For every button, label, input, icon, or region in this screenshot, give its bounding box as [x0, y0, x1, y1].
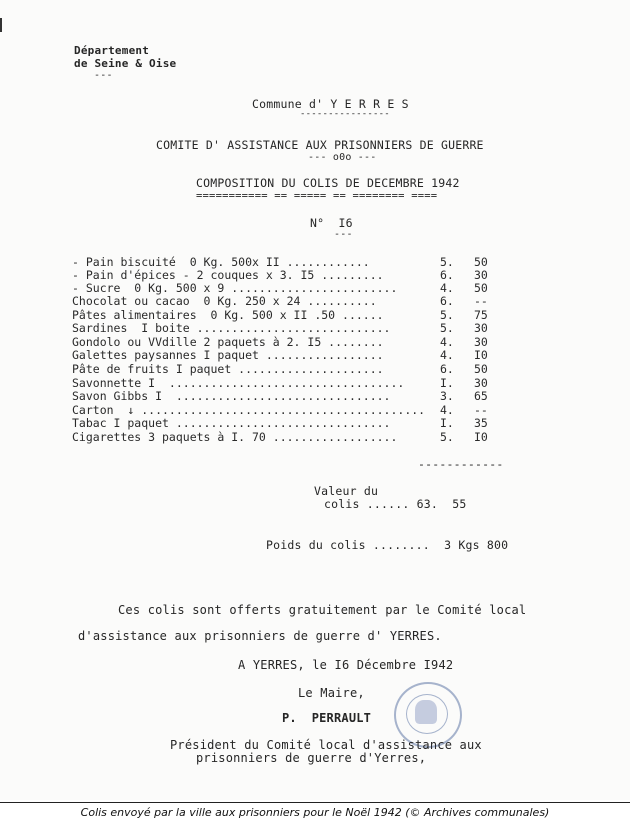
valeur-label: Valeur du	[314, 484, 379, 498]
total-rule: ------------	[418, 457, 504, 471]
departement-dash: ---	[94, 70, 113, 81]
footer-line2: d'assistance aux prisonniers de guerre d' YERRES.	[78, 629, 442, 643]
departement-line2: de Seine & Oise	[74, 57, 177, 70]
list-item: Savonnette I .................................. I. 30	[72, 376, 488, 390]
valeur-value: colis ...... 63. 55	[324, 497, 467, 511]
commune-underline: ----------------	[300, 109, 390, 119]
list-item: - Pain biscuité 0 Kg. 500x II ............ 5. 50	[72, 255, 488, 269]
list-item: Gondolo ou VVdille 2 paquets à 2. I5 ........ 4. 30	[72, 335, 488, 349]
commune-title: Commune d' Y E R R E S	[252, 97, 409, 111]
comite-title: COMITE D' ASSISTANCE AUX PRISONNIERS DE GUERRE	[156, 138, 484, 152]
list-item: Tabac I paquet ............................... I. 35	[72, 416, 488, 430]
composition-underline: =========== == ===== == ======== ====	[196, 190, 438, 202]
list-item: Galettes paysannes I paquet ................. 4. I0	[72, 348, 488, 362]
list-item: Savon Gibbs I ............................... 3. 65	[72, 389, 488, 403]
list-item: Pâtes alimentaires 0 Kg. 500 x II .50 ...... 5. 75	[72, 308, 488, 322]
list-item: Cigarettes 3 paquets à I. 70 .................. 5. I0	[72, 430, 488, 444]
seal-emblem	[415, 700, 437, 724]
image-caption: Colis envoyé par la ville aux prisonniers pour le Noël 1942 (© Archives communales)	[80, 806, 550, 819]
list-item: Chocolat ou cacao 0 Kg. 250 x 24 .......... 6. --	[72, 294, 488, 308]
poids-colis: Poids du colis ........ 3 Kgs 800	[266, 538, 509, 552]
president-line2: prisonniers de guerre d'Yerres,	[196, 751, 427, 765]
list-item: Sardines I boite ............................ 5. 30	[72, 321, 488, 335]
list-item: - Pain d'épices - 2 couques x 3. I5 ......... 6. 30	[72, 268, 488, 282]
numero-dash: ---	[334, 229, 353, 240]
numero: N° I6	[310, 216, 353, 230]
footer-line1: Ces colis sont offerts gratuitement par le Comité local	[118, 603, 527, 617]
composition-title: COMPOSITION DU COLIS DE DECEMBRE 1942	[196, 176, 460, 190]
maire-label: Le Maire,	[298, 686, 365, 700]
signature-name: P. PERRAULT	[282, 711, 372, 725]
president-line1: Président du Comité local d'assistance aux	[170, 738, 482, 752]
list-item: - Sucre 0 Kg. 500 x 9 ........................ 4. 50	[72, 281, 488, 295]
list-item: Pâte de fruits I paquet ..................... 6. 50	[72, 362, 488, 376]
scan-edge-mark	[0, 18, 2, 32]
list-item: Carton ↓ ......................................... 4. --	[72, 403, 488, 417]
comite-separator: --- o0o ---	[308, 152, 377, 163]
departement-line1: Département	[74, 44, 150, 57]
footer-date: A YERRES, le I6 Décembre I942	[238, 658, 454, 672]
caption-divider	[0, 802, 630, 803]
